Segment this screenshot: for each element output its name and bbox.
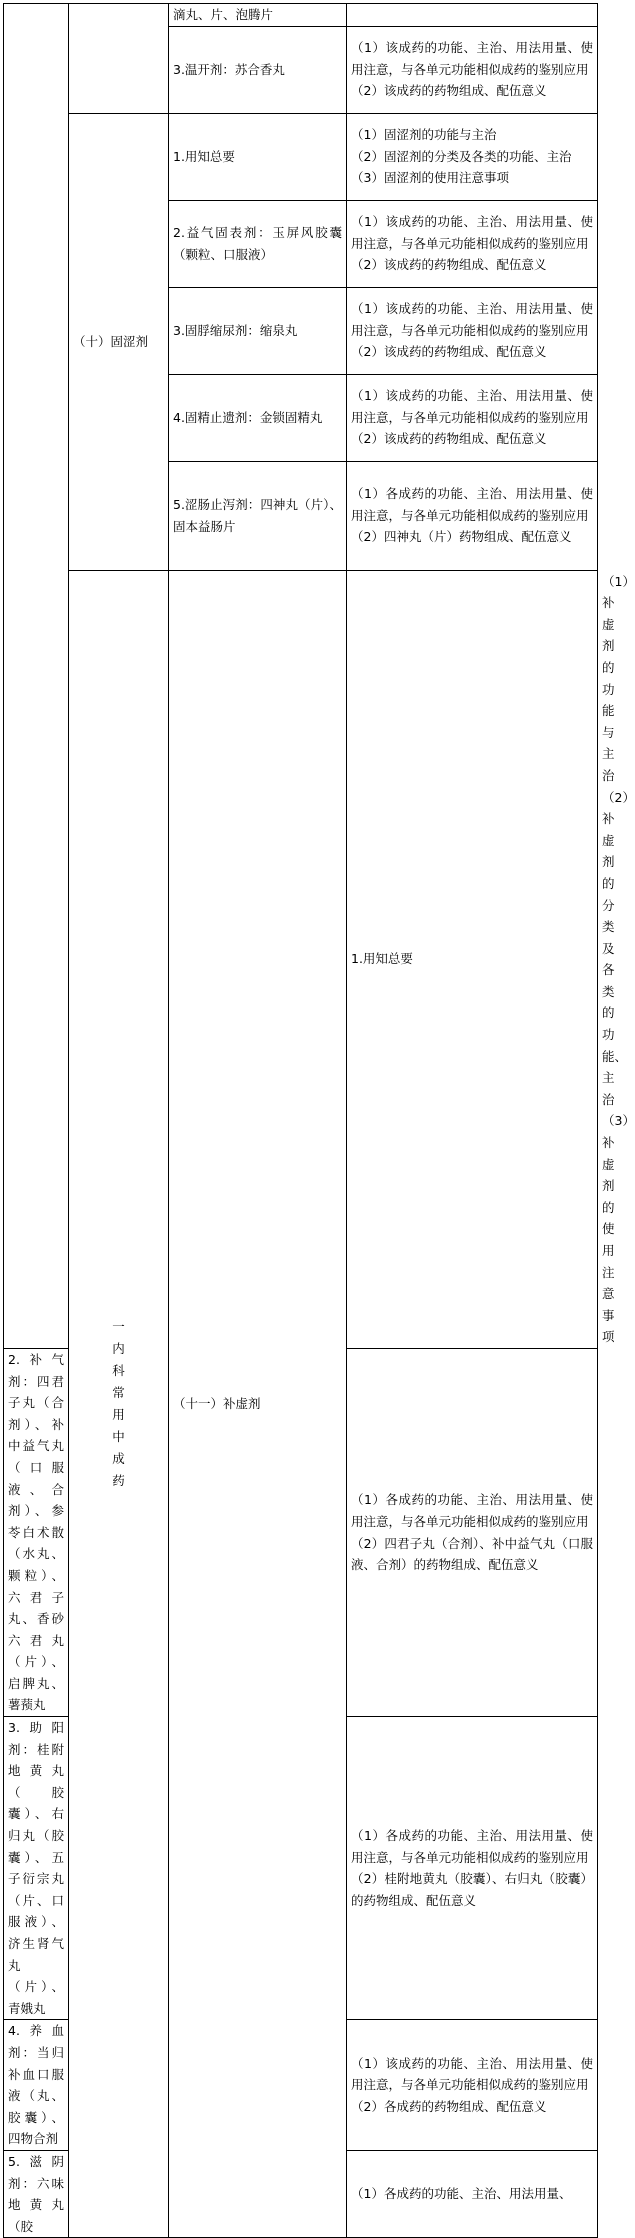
requirement-cell: （1）该成药的功能、主治、用法用量、使用注意，与各单元功能相似成药的鉴别应用 （2）各成药的药物组成、配伍意义 [347, 2020, 598, 2151]
element-cell: 3.助阳剂：桂附地黄丸（胶囊）、右归丸（胶囊）、五子衍宗丸（片、口服液）、济生肾气丸（片）、青娥丸 [4, 1717, 69, 2020]
element-cell: 4.养血剂：当归补血口服液（丸、胶囊）、四物合剂 [4, 2020, 69, 2151]
requirement-cell [347, 4, 598, 27]
requirement-cell: （1）该成药的功能、主治、用法用量、使用注意，与各单元功能相似成药的鉴别应用 （2）该成药的药物组成、配伍意义 [347, 374, 598, 461]
element-cell: 2.补气剂：四君子丸（合剂）、补中益气丸（口服液、合剂）、参苓白术散（水丸、颗粒）、六君子丸、香砂六君丸（片）、启脾丸、薯蓣丸 [4, 1348, 69, 1716]
subunit-cell [69, 4, 169, 114]
table-row [4, 113, 598, 200]
requirement-cell: （1）各成药的功能、主治、用法用量、使用注意，与各单元功能相似成药的鉴别应用 （2）四神丸（片）药物组成、配伍意义 [347, 461, 598, 570]
requirement-cell: （1）各成药的功能、主治、用法用量、使用注意，与各单元功能相似成药的鉴别应用 （2）桂附地黄丸（胶囊）、右归丸（胶囊）的药物组成、配伍意义 [347, 1717, 598, 2020]
element-cell: 5.滋阴剂：六味地黄丸（胶 [4, 2150, 69, 2237]
subunit-cell: （十一）补虚剂 [169, 570, 347, 2238]
element-cell: 1.用知总要 [169, 113, 347, 200]
element-cell: 2.益气固表剂：玉屏风胶囊（颗粒、口服液） [169, 200, 347, 287]
unit-cell [4, 4, 69, 1349]
element-cell: 3.固脬缩尿剂：缩泉丸 [169, 287, 347, 374]
table-row: 一内科常用中成药 （十一）补虚剂 1.用知总要 （1）补虚剂的功能与主治 （2）补虚剂的分类及各类的功能、主治 （3）补虚剂的使用注意事项 [4, 570, 598, 1348]
unit-cell: 一内科常用中成药 [69, 570, 169, 2238]
syllabus-table [3, 3, 635, 2238]
element-cell: 4.固精止遗剂：金锁固精丸 [169, 374, 347, 461]
subunit-cell: （十）固涩剂 [69, 113, 169, 570]
element-cell: 滴丸、片、泡腾片 [169, 4, 347, 27]
requirement-cell: （1）各成药的功能、主治、用法用量、使用注意，与各单元功能相似成药的鉴别应用 （2）四君子丸（合剂）、补中益气丸（口服液、合剂）的药物组成、配伍意义 [347, 1348, 598, 1716]
table-row [4, 4, 598, 27]
requirement-cell: （1）该成药的功能、主治、用法用量、使用注意，与各单元功能相似成药的鉴别应用 （2）该成药的药物组成、配伍意义 [347, 200, 598, 287]
requirement-cell: （1）该成药的功能、主治、用法用量、使用注意，与各单元功能相似成药的鉴别应用 （2）该成药的药物组成、配伍意义 [347, 26, 598, 113]
requirement-cell: （1）该成药的功能、主治、用法用量、使用注意，与各单元功能相似成药的鉴别应用 （2）该成药的药物组成、配伍意义 [347, 287, 598, 374]
requirement-cell: （1）各成药的功能、主治、用法用量、 [347, 2150, 598, 2237]
element-cell: 3.温开剂：苏合香丸 [169, 26, 347, 113]
requirement-cell: （1）固涩剂的功能与主治 （2）固涩剂的分类及各类的功能、主治 （3）固涩剂的使用注意事项 [347, 113, 598, 200]
element-cell: 1.用知总要 [347, 570, 598, 1348]
element-cell: 5.涩肠止泻剂：四神丸（片）、固本益肠片 [169, 461, 347, 570]
